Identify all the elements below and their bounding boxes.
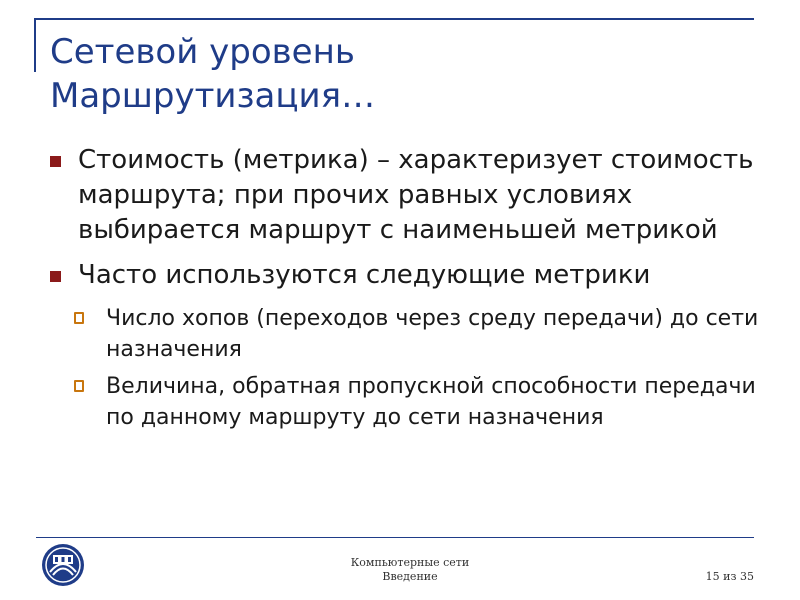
frame-left-line — [34, 18, 36, 72]
slide-title — [50, 30, 770, 118]
bullet-text: Стоимость (метрика) – характеризует стоимость маршрута; при прочих равных условиях выбирается маршрут с наименьшей метрикой — [78, 145, 754, 245]
footer-section: Введение — [382, 570, 438, 583]
frame-top-line — [36, 18, 754, 20]
square-bullet-icon — [50, 271, 61, 282]
square-bullet-icon — [50, 156, 61, 167]
hollow-square-bullet-icon — [74, 312, 84, 324]
footer-divider — [36, 537, 754, 538]
slide-content — [46, 143, 766, 439]
title-line-2: Маршрутизация… — [50, 76, 376, 116]
hollow-square-bullet-icon — [74, 380, 84, 392]
bullet-text: Часто используются следующие метрики — [78, 260, 651, 290]
sub-bullet-item — [46, 371, 766, 433]
sub-bullet-item — [46, 303, 766, 365]
sub-bullet-text: Величина, обратная пропускной способности передачи по данному маршруту до сети назначения — [106, 374, 756, 430]
bullet-item — [46, 143, 766, 248]
bullet-item — [46, 258, 766, 293]
sub-bullet-text: Число хопов (переходов через среду передачи) до сети назначения — [106, 306, 759, 362]
page-number: 15 из 35 — [705, 570, 754, 583]
title-line-1: Сетевой уровень — [50, 32, 355, 72]
footer-info — [320, 556, 500, 584]
unn-university-logo-icon — [40, 542, 86, 588]
footer-course: Компьютерные сети — [350, 556, 470, 569]
